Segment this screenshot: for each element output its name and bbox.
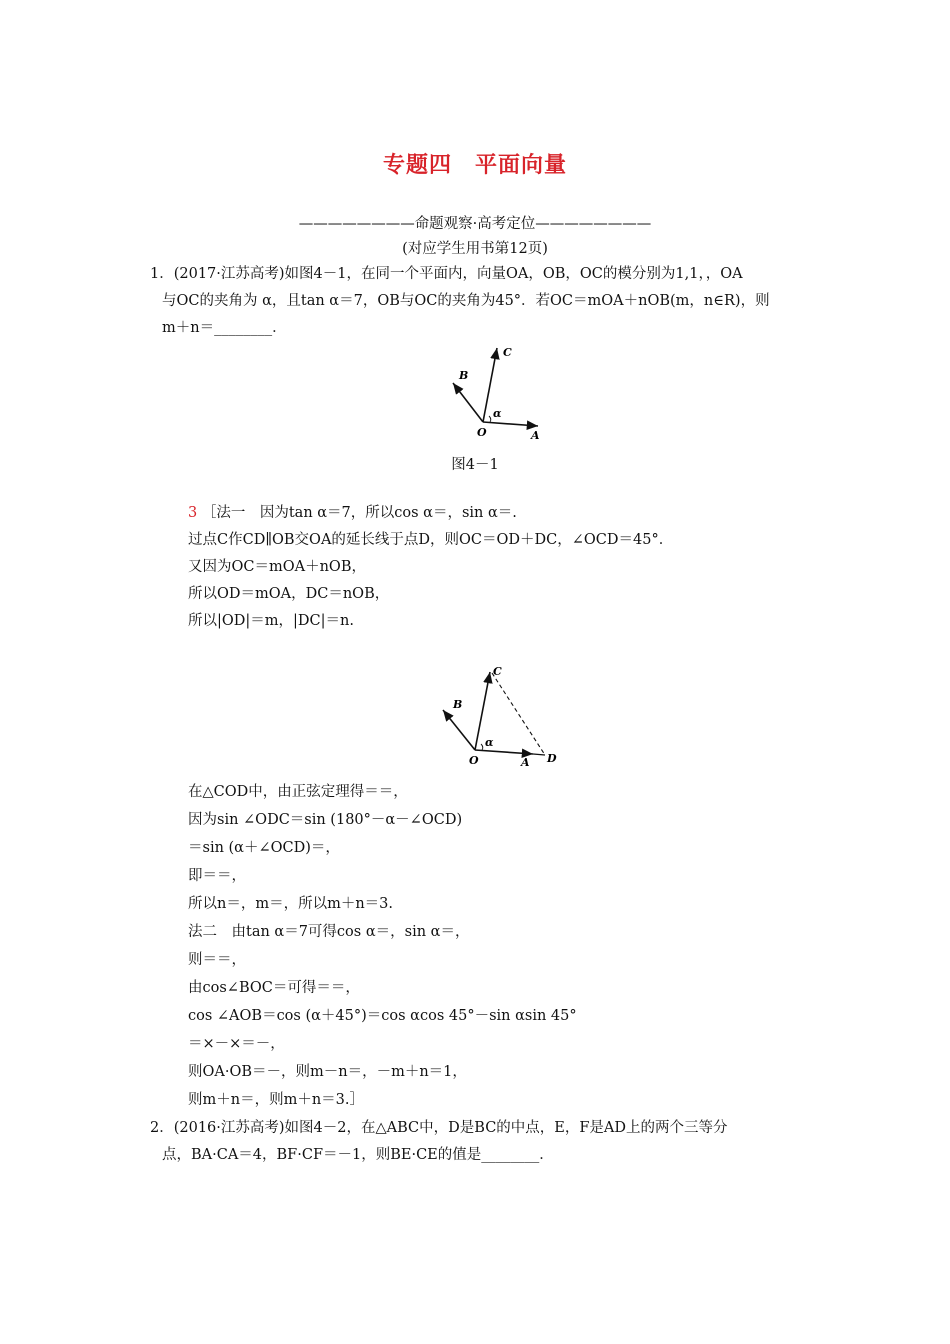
- label-d-2: D: [547, 752, 557, 765]
- vector-oa-2: [475, 750, 533, 754]
- label-o-2: O: [469, 754, 479, 767]
- vector-oa: [483, 422, 538, 426]
- section-header: ————————命题观察·高考定位————————: [298, 216, 652, 232]
- solution-line-4: 所以OD＝mOA，DC＝nOB，: [188, 586, 390, 602]
- solution-line-14: cos ∠AOB＝cos (α＋45°)＝cos αcos 45°－sin αsin 45°: [188, 1008, 577, 1024]
- solution-line-6: 在△COD中，由正弦定理得＝＝，: [188, 784, 408, 800]
- solution-line-17: 则m＋n＝，则m＋n＝3.］: [188, 1092, 365, 1108]
- solution-line-2: 过点C作CD∥OB交OA的延长线于点D，则OC＝OD＋DC，∠OCD＝45°．: [188, 532, 674, 548]
- solution-line-3: 又因为OC＝mOA＋nOB，: [188, 559, 366, 575]
- answer-value: 3: [188, 505, 198, 521]
- q2-line-1: 2．(2016·江苏高考)如图4－2，在△ABC中，D是BC的中点，E，F是AD上的两个三等分: [150, 1120, 728, 1136]
- q1-line-3: m＋n＝________．: [162, 320, 287, 336]
- label-alpha: α: [493, 407, 502, 420]
- section-subheader: (对应学生用书第12页): [402, 241, 548, 257]
- label-b: B: [459, 369, 469, 382]
- solution-line-10: 所以n＝，m＝，所以m＋n＝3.: [188, 896, 394, 912]
- label-a-2: A: [521, 756, 530, 769]
- label-b-2: B: [453, 698, 463, 711]
- solution-line-12: 则＝＝，: [188, 952, 246, 968]
- q2-line-2: 点，BA·CA＝4，BF·CF＝－1，则BE·CE的值是________．: [162, 1147, 554, 1163]
- label-c: C: [503, 346, 512, 359]
- solution-line-8: ＝sin (α＋∠OCD)＝，: [188, 840, 340, 856]
- vector-ob-2: [443, 710, 475, 750]
- solution-line-9: 即＝＝，: [188, 868, 246, 884]
- label-a: A: [531, 429, 540, 442]
- solution-line-1: 3 ［法一 因为tan α＝7，所以cos α＝，sin α＝.: [188, 505, 517, 521]
- q1-line-1: 1．(2017·江苏高考)如图4－1，在同一个平面内，向量OA，OB，OC的模分别为1,1，，OA: [150, 266, 743, 282]
- page-title: 专题四 平面向量: [382, 153, 567, 178]
- dashed-cd: [492, 673, 545, 755]
- solution-line-15: ＝×－×＝－，: [188, 1036, 285, 1052]
- solution-line-13: 由cos∠BOC＝可得＝＝，: [188, 980, 360, 996]
- solution-line-7: 因为sin ∠ODC＝sin (180°－α－∠OCD): [188, 812, 463, 828]
- figure-construction: [435, 662, 565, 772]
- label-c-2: C: [493, 665, 502, 678]
- figure-4-1: [440, 340, 560, 445]
- segment-ad: [533, 754, 545, 755]
- vector-ob: [453, 383, 483, 422]
- figure-caption-4-1: 图4－1: [451, 457, 499, 473]
- solution-line-16: 则OA·OB＝－，则m－n＝，－m＋n＝1，: [188, 1064, 467, 1080]
- q1-line-2: 与OC的夹角为 α，且tan α＝7，OB与OC的夹角为45°．若OC＝mOA＋nOB(m，n∈R)，则: [162, 293, 770, 309]
- label-o: O: [477, 426, 487, 439]
- solution-line-11: 法二 由tan α＝7可得cos α＝，sin α＝，: [188, 924, 470, 940]
- label-alpha-2: α: [485, 736, 494, 749]
- solution-line-5: 所以|OD|＝m，|DC|＝n.: [188, 613, 354, 629]
